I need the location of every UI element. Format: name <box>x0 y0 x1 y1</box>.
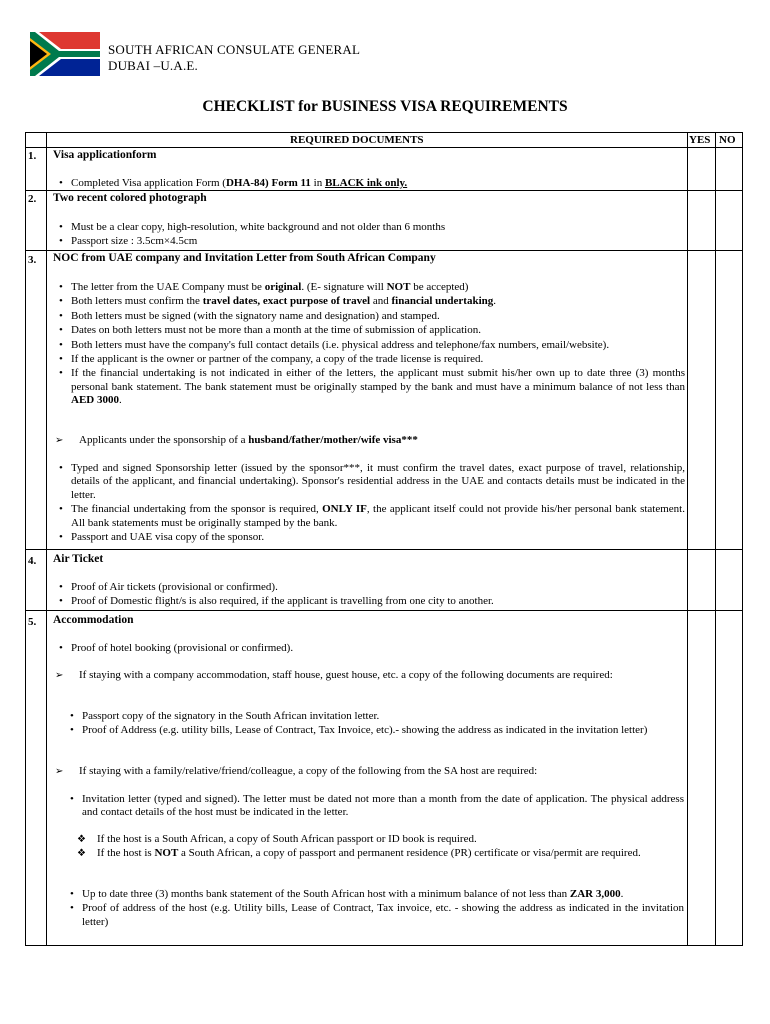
section-number: 2. <box>28 193 37 205</box>
column-header-no: NO <box>719 134 736 146</box>
column-header-documents: REQUIRED DOCUMENTS <box>290 134 424 146</box>
list-item: • Passport size : 3.5cm×4.5cm <box>55 235 685 248</box>
family-accommodation-note: ➢ If staying with a family/relative/friend/colleague, a copy of the following from the SA host are required: <box>55 765 685 778</box>
column-header-yes: YES <box>689 134 711 146</box>
section-title-visa-form: Visa applicationform <box>53 149 157 161</box>
section-number: 1. <box>28 150 37 162</box>
section-5-items <box>55 642 685 655</box>
section-4-items <box>55 581 685 609</box>
list-item: • Both letters must be signed (with the signatory name and designation) and stamped. <box>55 310 685 323</box>
list-item: • Proof of hotel booking (provisional or confirmed). <box>55 642 685 655</box>
section-number: 3. <box>28 254 37 266</box>
list-item: • Must be a clear copy, high-resolution, white background and not older than 6 months <box>55 221 685 234</box>
list-item: ❖ If the host is a South African, a copy of South African passport or ID book is required. <box>75 833 684 846</box>
section-3-items <box>55 281 685 408</box>
section-title-air-ticket: Air Ticket <box>53 553 104 565</box>
list-item: • Invitation letter (typed and signed). The letter must be dated not more than a month from the date of application. The physical address and contact details of the host must be indicated in the letter. <box>66 793 684 820</box>
section-title-noc: NOC from UAE company and Invitation Letter from South African Company <box>53 252 436 264</box>
list-item: • Proof of Domestic flight/s is also required, if the applicant is travelling from one city to another. <box>55 595 685 608</box>
family-accommodation-items <box>66 793 684 820</box>
list-item: • Completed Visa application Form (DHA-84) Form 11 in BLACK ink only. <box>55 177 685 190</box>
list-item: • If the financial undertaking is not indicated in either of the letters, the applicant must submit his/her own up to date three (3) months personal bank statement. The bank statement must be originally stamped by the bank and must have a minimum balance of not less than AED 3000. <box>55 367 685 407</box>
host-financial-items <box>66 888 684 929</box>
company-accommodation-note: ➢ If staying with a company accommodation, staff house, guest house, etc. a copy of the following documents are required: <box>55 669 688 682</box>
host-documents <box>75 833 684 861</box>
list-item: • The financial undertaking from the sponsor is required, ONLY IF, the applicant itself could not provide his/her personal bank statement. All bank statements must be originally stamped by the bank. <box>55 503 685 530</box>
list-item: • Proof of Air tickets (provisional or confirmed). <box>55 581 685 594</box>
list-item: • Proof of address of the host (e.g. Utility bills, Lease of Contract, Tax invoice, etc. - showing the address as indicated in the invitation letter) <box>66 902 684 929</box>
sponsorship-items <box>55 462 685 544</box>
south-africa-flag-icon <box>30 32 100 76</box>
list-item: • Up to date three (3) months bank statement of the South African host with a minimum balance of not less than ZAR 3,000. <box>66 888 684 901</box>
list-item: • Proof of Address (e.g. utility bills, Lease of Contract, Tax Invoice, etc).- showing the address as indicated in the invitation letter) <box>66 724 684 737</box>
list-item: • Dates on both letters must not be more than a month at the time of submission of application. <box>55 324 685 337</box>
list-item: • The letter from the UAE Company must be original. (E- signature will NOT be accepted) <box>55 281 685 294</box>
section-number: 4. <box>28 555 37 567</box>
section-1-items <box>55 177 685 190</box>
page-title: CHECKLIST for BUSINESS VISA REQUIREMENTS <box>202 98 568 115</box>
section-2-items <box>55 221 685 249</box>
section-title-photograph: Two recent colored photograph <box>53 192 207 204</box>
sponsorship-note: ➢ Applicants under the sponsorship of a husband/father/mother/wife visa*** <box>55 434 685 447</box>
list-item: ❖ If the host is NOT a South African, a copy of passport and permanent residence (PR) certificate or visa/permit are required. <box>75 847 684 860</box>
section-number: 5. <box>28 616 37 628</box>
consulate-line-1: SOUTH AFRICAN CONSULATE GENERAL <box>108 42 361 57</box>
list-item: • If the applicant is the owner or partner of the company, a copy of the trade license is required. <box>55 353 685 366</box>
list-item: • Typed and signed Sponsorship letter (issued by the sponsor***, it must confirm the travel dates, exact purpose of travel, relationship, details of the applicant, and financial undertaking). Sponsor's residential address in the UAE and contacts details must be indicated in the letter. <box>55 462 685 502</box>
company-accommodation-items <box>66 710 684 738</box>
consulate-line-2: DUBAI –U.A.E. <box>108 58 198 73</box>
section-title-accommodation: Accommodation <box>53 614 134 626</box>
consulate-name <box>108 42 360 74</box>
list-item: • Both letters must have the company's full contact details (i.e. physical address and telephone/fax numbers, email/website). <box>55 339 685 352</box>
list-item: • Passport copy of the signatory in the South African invitation letter. <box>66 710 684 723</box>
list-item: • Both letters must confirm the travel dates, exact purpose of travel and financial undertaking. <box>55 295 685 308</box>
list-item: • Passport and UAE visa copy of the sponsor. <box>55 531 685 544</box>
